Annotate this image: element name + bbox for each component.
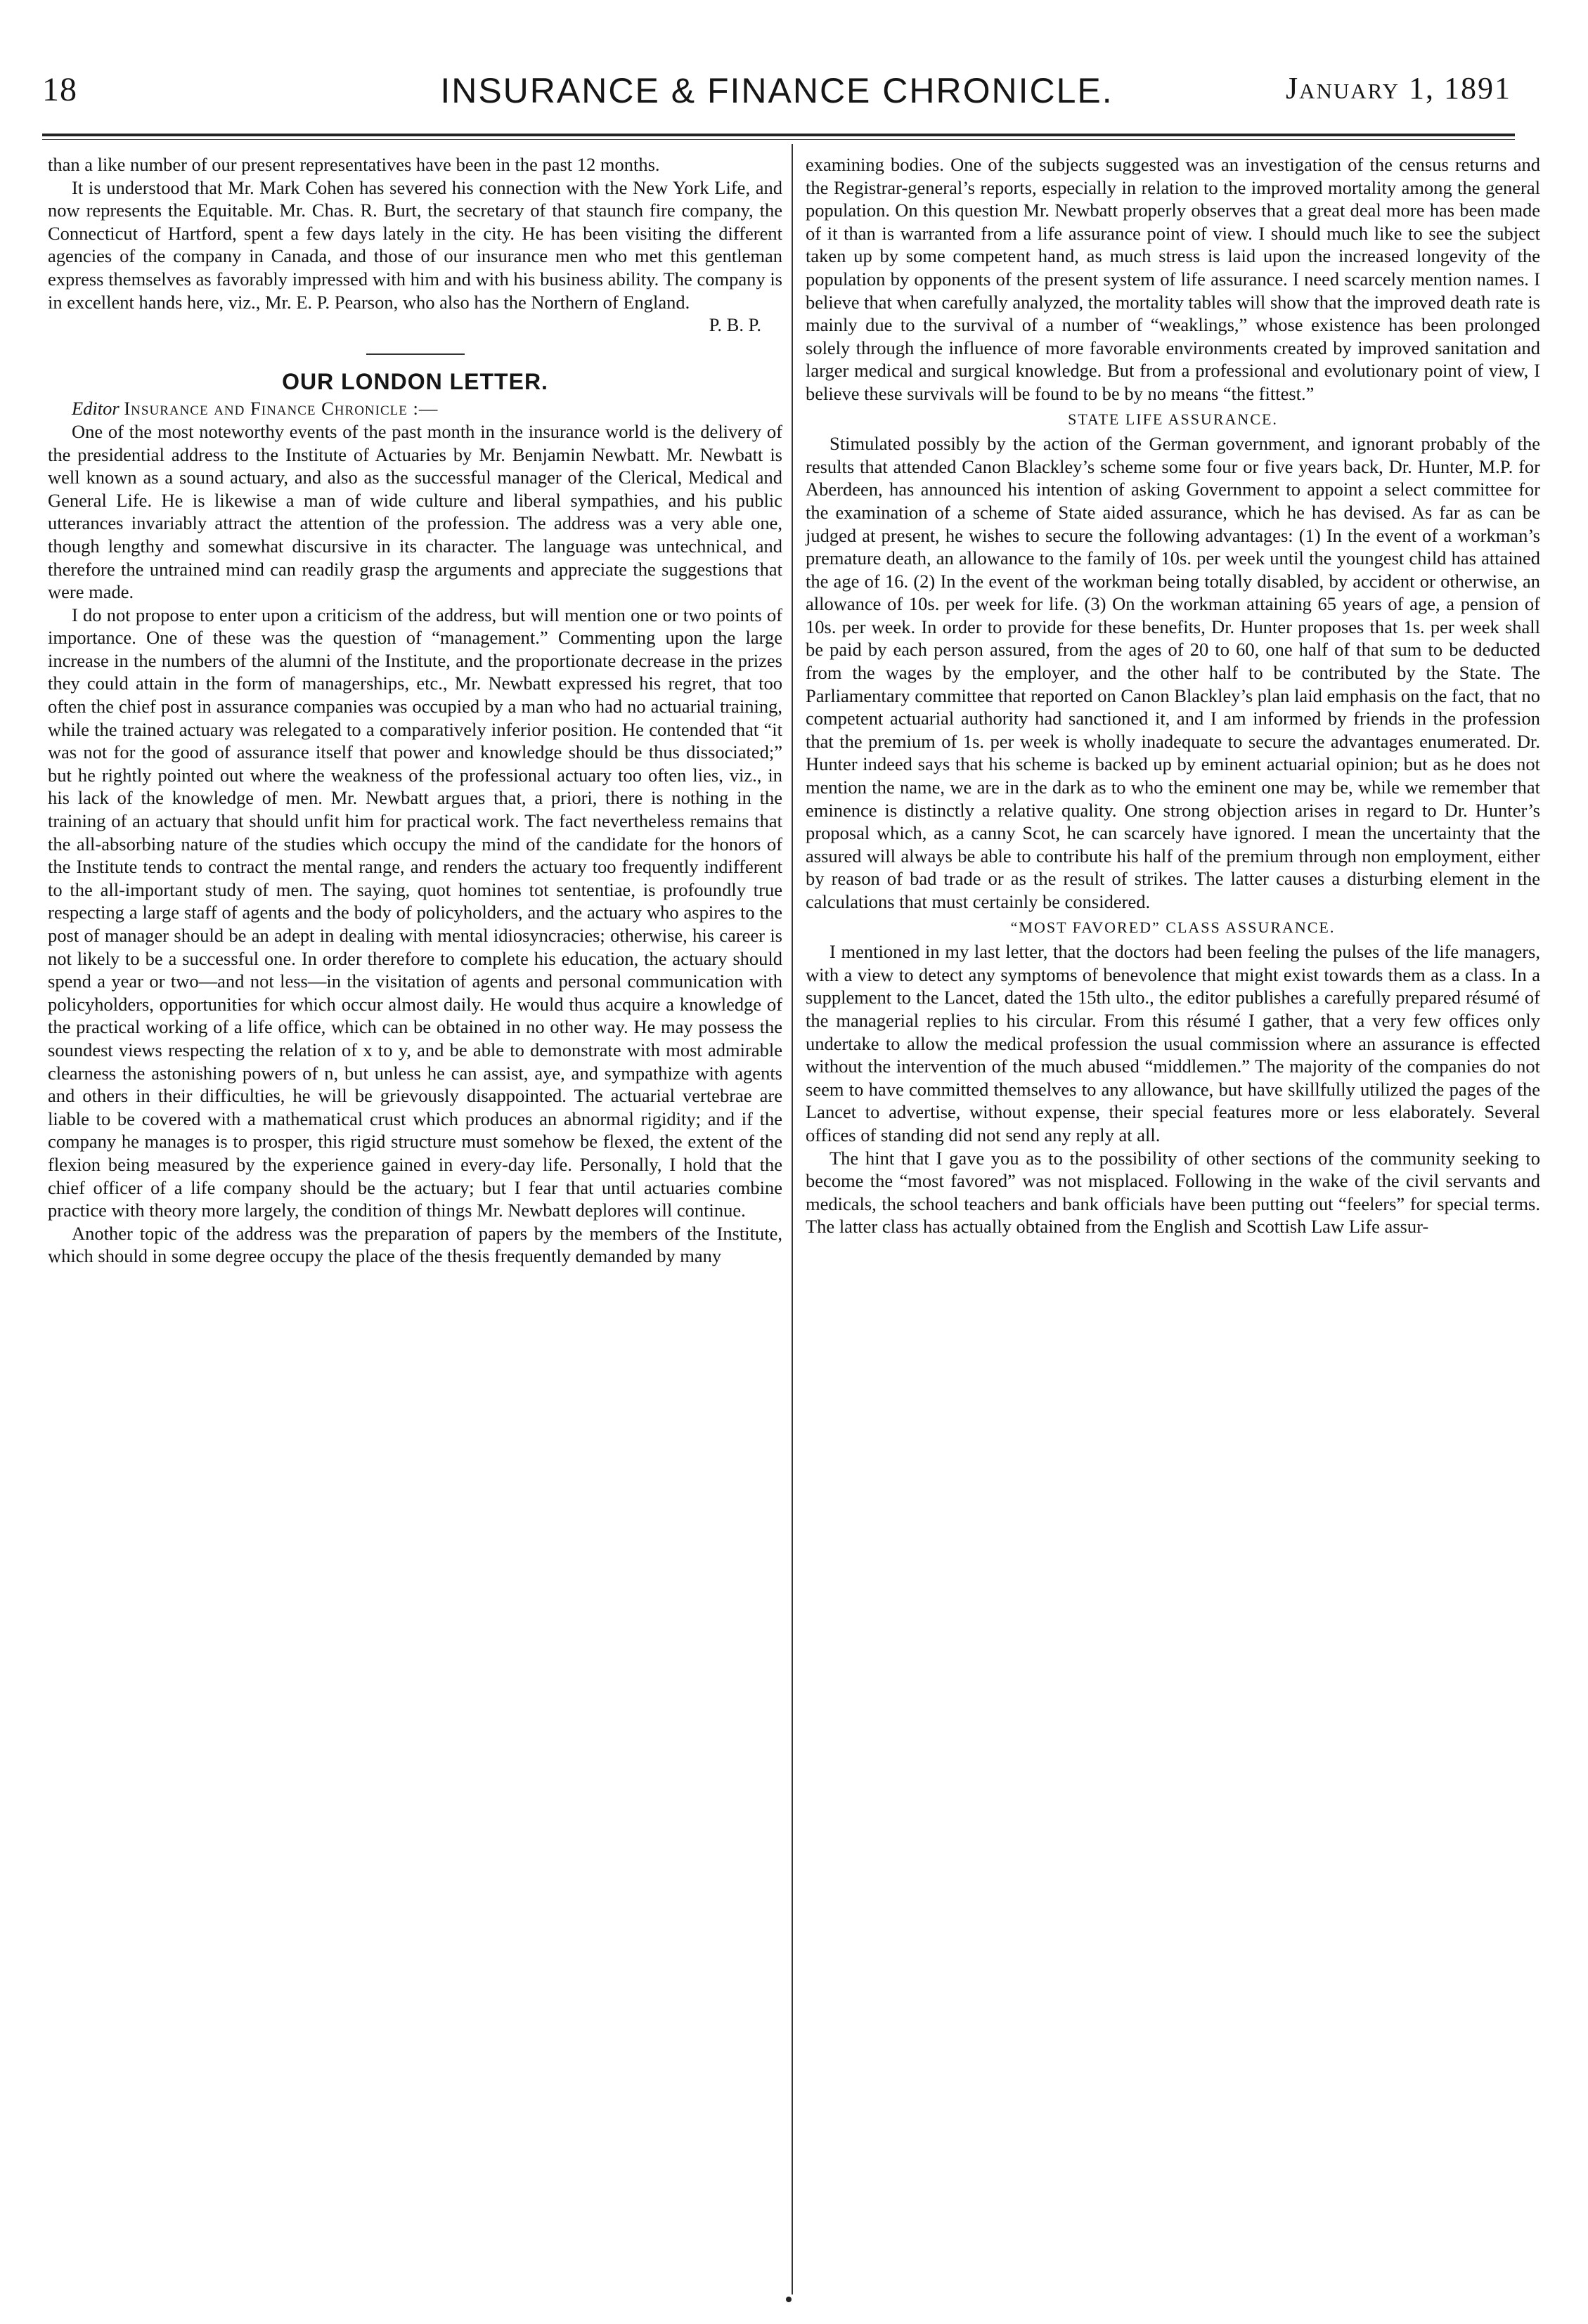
salutation-rest: Insurance and Finance Chronicle :—	[124, 398, 439, 420]
section-divider	[366, 353, 465, 355]
paragraph: It is understood that Mr. Mark Cohen has severed his connection with the New York Life, and now represents the Equitable. Mr. Chas. R. Burt, the secretary of that staunch fire company, the Connecticut of Hartford, spent a few days lately in the city. He has been visiting the different agencies of the company in Canada, and those of our insurance men who met this gentleman express themselves as favorably impressed with him and with his business ability. The company is in excellent hands here, viz., Mr. E. P. Pearson, who also has the Northern of England.	[48, 176, 782, 313]
paragraph: than a like number of our present representatives have been in the past 12 months.	[48, 154, 660, 175]
paragraph: The hint that I gave you as to the possibility of other sections of the community seeking to become the “most favored” was not misplaced. Following in the wake of the civil servants and medicals, the school teachers and bank officials have been putting out “feelers” for special terms. The latter class has actually obtained from the English and Scottish Law Life assur-	[806, 1147, 1540, 1238]
paragraph: Stimulated possibly by the action of the German government, and ignorant probably of the results that attended Canon Blackley’s scheme some four or five years back, Dr. Hunter, M.P. for Aberdeen, has announced his intention of asking Government to appoint a select committee for the examination of a scheme of State aided assurance, which he has devised. As far as can be judged at present, he wishes to secure the following advantages: (1) In the event of a workman’s premature death, an allowance to the family of 10s. per week until the youngest child has attained the age of 16. (2) In the event of the workman being totally disabled, by accident or otherwise, an allowance of 10s. per week for life. (3) On the workman attaining 65 years of age, a pension of 10s. per week. In order to provide for these benefits, Dr. Hunter proposes that 1s. per week shall be paid by each person assured, from the ages of 20 to 60, one half of that sum to be deducted from the wages by the employer, and the other half to be contributed by the State. The Parliamentary committee that reported on Canon Blackley’s plan laid emphasis on the fact, that no competent actuarial authority had sanctioned it, and I am informed by friends in the profession that the premium of 1s. per week is wholly inadequate to secure the advantages enumerated. Dr. Hunter indeed says that his scheme is backed up by eminent actuarial opinion; but as he does not mention the name, we are in the dark as to who the eminent one may be, while we remember that eminence is distinctly a relative quality. One strong objection arises in regard to Dr. Hunter’s proposal which, as a canny Scot, he can scarcely have ignored. I mean the uncertainty that the assured will always be able to contribute his half of the premium through non employment, either by reason of bad trade or as the result of strikes. The latter causes a disturbing element in the calculations that must certainly be considered.	[806, 433, 1540, 912]
paragraph: I mentioned in my last letter, that the doctors had been feeling the pulses of the life managers, with a view to detect any symptoms of benevolence that might exist towards them as a class. In a supplement to the Lancet, dated the 15th ulto., the editor publishes a carefully prepared résumé of the managerial replies to his circular. From this résumé I gather, that a very few offices only undertake to allow the medical profession the usual commission where an assurance is effected without the intervention of the much abused “middlemen.” The majority of the companies do not seem to have committed themselves to any allowance, but have skillfully utilized the pages of the Lancet to advertise, without expense, their special features more or less elaborately. Several offices of standing did not send any reply at all.	[806, 941, 1540, 1145]
paragraph: I do not propose to enter upon a criticism of the address, but will mention one or two points of importance. One of these was the question of “management.” Commenting upon the large increase in the numbers of the alumni of the Institute, and the proportionate decrease in the prizes they could attain in the form of managerships, etc., Mr. Newbatt expressed his regret, that too often the chief post in assurance companies was occupied by a man who had no actuarial training, while the trained actuary was relegated to a comparatively inferior position. He contended that “it was not for the good of assurance itself that power and knowledge should be thus dissociated;” but he rightly pointed out where the weakness of the professional actuary too often lies, viz., in his lack of the knowledge of men. Mr. Newbatt argues that, a priori, there is nothing in the training of an actuary that should unfit him for practical work. The fact nevertheless remains that the all-absorbing nature of the studies which occupy the mind of the candidate for the honors of the Institute tends to contract the mental range, and renders the actuary too frequently indifferent to the all-important study of men. The saying, quot homines tot sententiae, is profoundly true respecting a large staff of agents and the body of policyholders, and the actuary who aspires to the post of manager should be an adept in dealing with mental idiosyncracies; otherwise, his career is not likely to be a successful one. In order therefore to complete his education, the actuary should spend a year or two—and not less—in the visitation of agents and personal communication with policyholders, opportunities for which occur almost daily. He would thus acquire a knowledge of the practical working of a life office, which can be obtained in no other way. He may possess the soundest views respecting the relation of x to y, and be able to demonstrate with most admirable clearness the astonishing powers of n, but unless he can assist, aye, and sympathize with agents and others in their difficulties, he will be grievously disappointed. The actuarial vertebrae are liable to be covered with a mathematical crust which produces an abnormal rigidity; and if the company he manages is to prosper, this rigid structure must somehow be flexed, the extent of the flexion being measured by the experience gained in every-day life. Personally, I hold that the chief officer of a life company should be the actuary; but I fear that until actuaries combine practice with theory more largely, the condition of things Mr. Newbatt deplores will continue.	[48, 604, 782, 1221]
salutation	[48, 397, 782, 420]
salutation-editor: Editor	[72, 398, 120, 420]
header-rule-thin	[42, 139, 1515, 140]
subheading: STATE LIFE ASSURANCE.	[1068, 410, 1278, 428]
page-number: 18	[42, 71, 77, 108]
paragraph: examining bodies. One of the subjects suggested was an investigation of the census returns and the Registrar-general’s reports, especially in relation to the improved mortality among the general population. On this question Mr. Newbatt properly observes that a great deal more has been made of it than is warranted from a life assurance point of view. I should much like to see the subject taken up by some competent hand, as much stress is laid upon the increased longevity of the population by opponents of the present system of life assurance. I need scarcely mention names. I believe that when carefully analyzed, the mortality tables will show that the improved death rate is mainly due to the survival of a number of “weaklings,” whose existence has been prolonged solely through the influence of more favorable environments created by improved sanitation and larger medical and surgical knowledge. But from a professional and evolutionary point of view, I believe these survivals will be found to be by no means “the fittest.”	[806, 154, 1540, 404]
signature: P. B. P.	[709, 314, 761, 336]
header-rule	[42, 134, 1515, 136]
left-column	[48, 153, 782, 1268]
section-title: OUR LONDON LETTER.	[282, 368, 548, 394]
issue-date: January 1, 1891	[1285, 71, 1511, 105]
paragraph: One of the most noteworthy events of the past month in the insurance world is the delivery of the presidential address to the Institute of Actuaries by Mr. Benjamin Newbatt. Mr. Newbatt is well known as a sound actuary, and also as the successful manager of the Clerical, Medical and General Life. He is likewise a man of wide culture and liberal sympathies, and his public utterances invariably attract the attention of the profession. The address was a very able one, though lengthy and somewhat discursive in its character. The language was untechnical, and therefore the untrained mind can readily grasp the arguments and appreciate the suggestions that were made.	[48, 420, 782, 603]
subheading: “MOST FAVORED” CLASS ASSURANCE.	[1010, 918, 1336, 936]
column-divider	[792, 144, 793, 2294]
paragraph: Another topic of the address was the preparation of papers by the members of the Institute, which should in some degree occupy the place of the thesis frequently demanded by many	[48, 1222, 782, 1267]
page-header	[42, 70, 1511, 125]
publication-title: INSURANCE & FINANCE CHRONICLE.	[440, 71, 1113, 110]
footer-dot	[786, 2297, 792, 2302]
right-column	[806, 153, 1540, 1238]
